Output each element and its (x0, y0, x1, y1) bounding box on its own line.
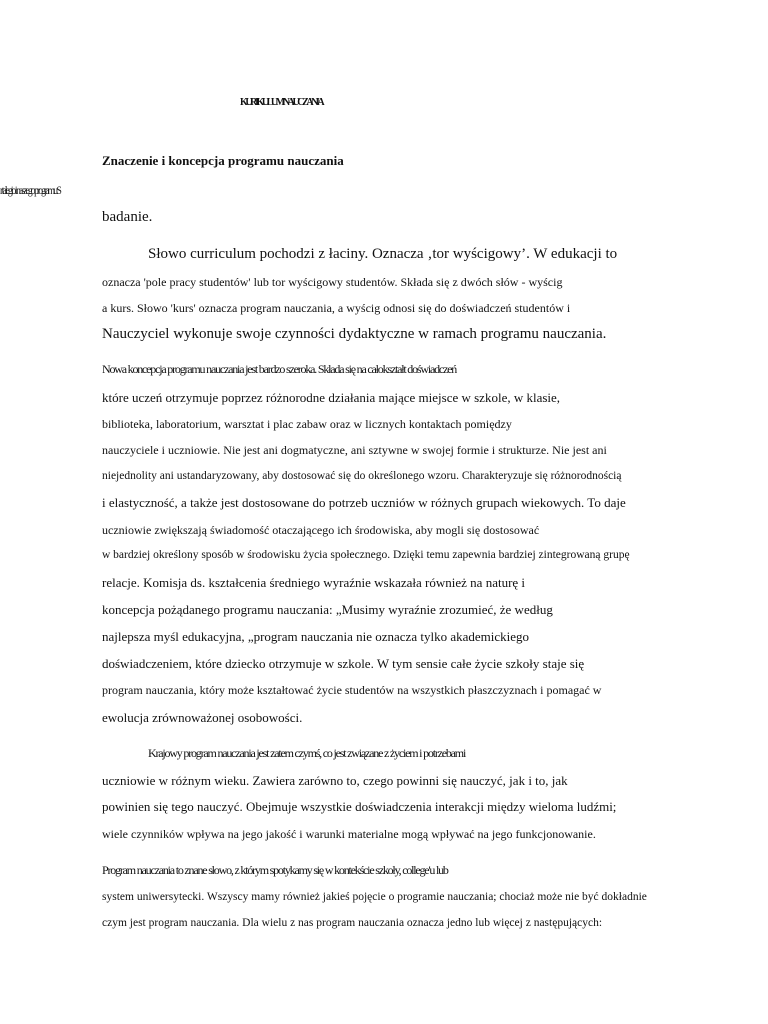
text-line: a kurs. Słowo 'kurs' oznacza program nauczania, a wyścig odnosi się do doświadczeń studentów i (102, 301, 571, 315)
text-line: i elastyczność, a także jest dostosowane do potrzeb uczniów w różnych grupach wiekowych. To daje (102, 495, 626, 510)
text-line: doświadczeniem, które dziecko otrzymuje w szkole. W tym sensie całe życie szkoły staje się (102, 656, 585, 671)
text-line: relacje. Komisja ds. kształcenia średniego wyraźnie wskazała również na naturę i (102, 575, 526, 590)
text-line: uczniowie zwiększają świadomość otaczającego ich środowiska, aby mogli się dostosować (102, 523, 540, 537)
text-line: system uniwersytecki. Wszyscy mamy również jakieś pojęcie o programie nauczania; chociaż może nie być dokładnie (102, 891, 647, 903)
text-line: powinien się tego nauczyć. Obejmuje wszystkie doświadczenia interakcji między wieloma ludźmi; (102, 799, 617, 814)
text-line: nauczyciele i uczniowie. Nie jest ani dogmatyczne, ani sztywne w swojej formie i strukturze. Nie jest ani (102, 443, 607, 457)
text-line: badanie. (102, 209, 153, 225)
text-line: Program nauczania to znane słowo, z którym spotykamy się w kontekście szkoły, college'u lub (102, 863, 448, 877)
section-title: Znaczenie i koncepcja programu nauczania (102, 153, 344, 168)
text-line: w bardziej określony sposób w środowisku życia społecznego. Dzięki temu zapewnia bardziej zintegrowaną grupę (102, 549, 630, 561)
text-line: czym jest program nauczania. Dla wielu z nas program nauczania oznacza jedno lub więcej z następujących: (102, 917, 603, 929)
text-line: najlepsza myśl edukacyjna, „program nauczania nie oznacza tylko akademickiego (102, 629, 530, 644)
text-line: Krajowy program nauczania jest zatem czymś, co jest związane z życiem i potrzebami (148, 746, 466, 760)
text-line: oznacza 'pole pracy studentów' lub tor wyścigowy studentów. Składa się z dwóch słów - wyścig (102, 275, 563, 289)
text-line: ewolucja zrównoważonej osobowości. (102, 710, 303, 725)
text-line: biblioteka, laboratorium, warsztat i plac zabaw oraz w licznych kontaktach pomiędzy (102, 417, 512, 431)
text-line: Słowo curriculum pochodzi z łaciny. Oznacza ‚tor wyścigowy’. W edukacji to (148, 246, 618, 262)
text-line: program nauczania, który może kształtować życie studentów na wszystkich płaszczyznach i pomagać w (102, 683, 602, 697)
text-line: Nowa koncepcja programu nauczania jest bardzo szeroka. Składa się na całokształt doświadczeń (102, 362, 457, 376)
text-line: które uczeń otrzymuje poprzez różnorodne działania mające miejsce w szkole, w klasie, (102, 390, 561, 405)
margin-text-fragment: r talegio i naszego programu S (0, 183, 60, 197)
text-line: niejednolity ani ustandaryzowany, aby dostosować się do określonego wzoru. Charakteryzuje się różnorodnością (102, 470, 622, 482)
text-line: Nauczyciel wykonuje swoje czynności dydaktyczne w ramach programu nauczania. (102, 326, 607, 342)
document-heading: KURIKULUM NAUCZANIA (240, 96, 323, 108)
text-line: uczniowie w różnym wieku. Zawiera zarówno to, czego powinni się nauczyć, jak i to, jak (102, 773, 568, 788)
text-line: koncepcja pożądanego programu nauczania: „Musimy wyraźnie zrozumieć, że według (102, 602, 553, 617)
text-line: wiele czynników wpływa na jego jakość i warunki materialne mogą wpływać na jego funkcjonowanie. (102, 827, 596, 841)
